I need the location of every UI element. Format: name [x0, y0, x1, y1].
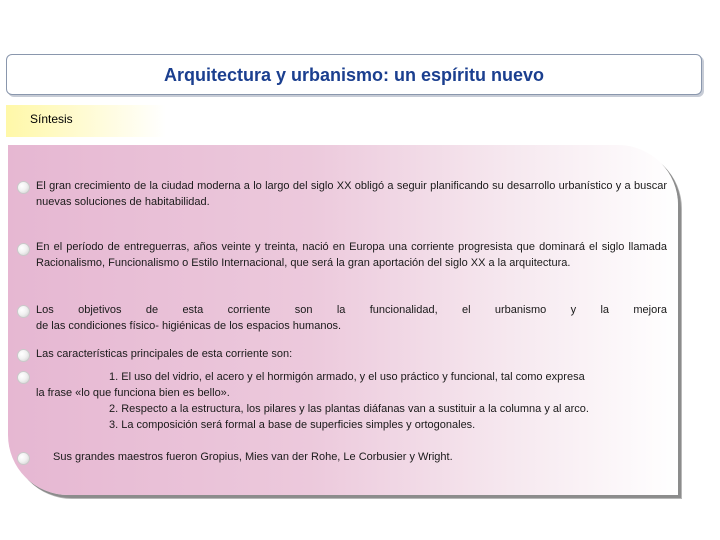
characteristics-list [36, 369, 670, 433]
section-label [6, 105, 166, 137]
characteristic-2: 2. Respecto a la estructura, los pilares y las plantas diáfanas van a sustituir a la columna y al arco. [109, 403, 589, 415]
title-box [6, 54, 702, 95]
paragraph-objectives-line1: Los objetivos de esta corriente son la funcionalidad, el urbanismo y la mejora [36, 304, 667, 316]
paragraph-masters-text: Sus grandes maestros fueron Gropius, Mies van der Rohe, Le Corbusier y Wright. [53, 451, 453, 463]
bullet-icon [17, 349, 30, 362]
bullet-icon [17, 305, 30, 318]
paragraph-characteristics [36, 346, 667, 362]
characteristic-1-line1: 1. El uso del vidrio, el acero y el hormigón armado, y el uso práctico y funcional, tal como expresa [109, 371, 585, 383]
characteristic-3: 3. La composición será formal a base de superficies simples y ortogonales. [109, 419, 476, 431]
paragraph-growth [36, 178, 667, 210]
paragraph-objectives-line2: de las condiciones físico- higiénicas de los espacios humanos. [36, 320, 342, 332]
page-title: Arquitectura y urbanismo: un espíritu nuevo [163, 65, 545, 85]
paragraph-masters [53, 449, 653, 465]
section-label-text: Síntesis [30, 112, 73, 126]
bullet-icon [17, 371, 30, 384]
bullet-icon [17, 181, 30, 194]
bullet-icon [17, 452, 30, 465]
paragraph-interwar [36, 239, 667, 271]
paragraph-objectives [36, 302, 667, 334]
paragraph-growth-text: El gran crecimiento de la ciudad moderna a lo largo del siglo XX obligó a seguir planificando su desarrollo urbanístico y a buscar nuevas soluciones de habitabilidad. [36, 180, 667, 208]
characteristic-1-line2: la frase «lo que funciona bien es bello». [36, 387, 230, 399]
paragraph-characteristics-text: Las características principales de esta corriente son: [36, 348, 293, 360]
bullet-icon [17, 243, 30, 256]
paragraph-interwar-text: En el período de entreguerras, años veinte y treinta, nació en Europa una corriente progresista que dominará el siglo llamada Racionalismo, Funcionalismo o Estilo Internacional, que será la gran aportación del siglo XX a la arquitectura. [36, 241, 667, 269]
